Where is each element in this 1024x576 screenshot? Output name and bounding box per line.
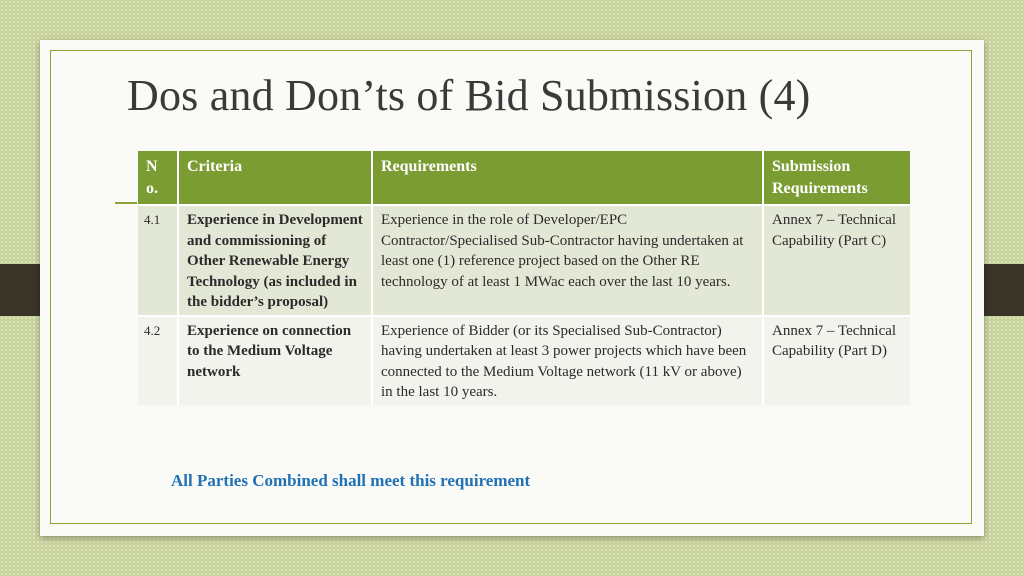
criteria-table: [138, 151, 910, 405]
row-criteria: Experience in Development and commissioning of Other Renewable Energy Technology (as included in the bidder’s proposal): [178, 205, 372, 316]
table-accent-line: [115, 202, 137, 204]
requirement-note: All Parties Combined shall meet this requirement: [171, 471, 531, 490]
header-criteria: Criteria: [178, 151, 372, 205]
table-row: [138, 205, 910, 316]
row-requirements: Experience in the role of Developer/EPC Contractor/Specialised Sub-Contractor having undertaken at least one (1) reference project based on the Other RE technology of at least 1 MWac each over the last 10 years.: [372, 205, 763, 316]
row-submission: Annex 7 – Technical Capability (Part D): [763, 316, 910, 405]
header-requirements: Requirements: [372, 151, 763, 205]
table-row: [138, 316, 910, 405]
row-submission: Annex 7 – Technical Capability (Part C): [763, 205, 910, 316]
row-requirements: Experience of Bidder (or its Specialised Sub-Contractor) having undertaken at least 3 power projects which have been connected to the Medium Voltage network (11 kV or above) in the last 10 years.: [372, 316, 763, 405]
slide-title: Dos and Don’ts of Bid Submission (4): [127, 71, 811, 120]
header-submission: Submission Requirements: [763, 151, 910, 205]
row-number: 4.1: [138, 205, 178, 316]
row-number: 4.2: [138, 316, 178, 405]
row-criteria: Experience on connection to the Medium Voltage network: [178, 316, 372, 405]
header-no: N o.: [138, 151, 178, 205]
table-header-row: [138, 151, 910, 205]
